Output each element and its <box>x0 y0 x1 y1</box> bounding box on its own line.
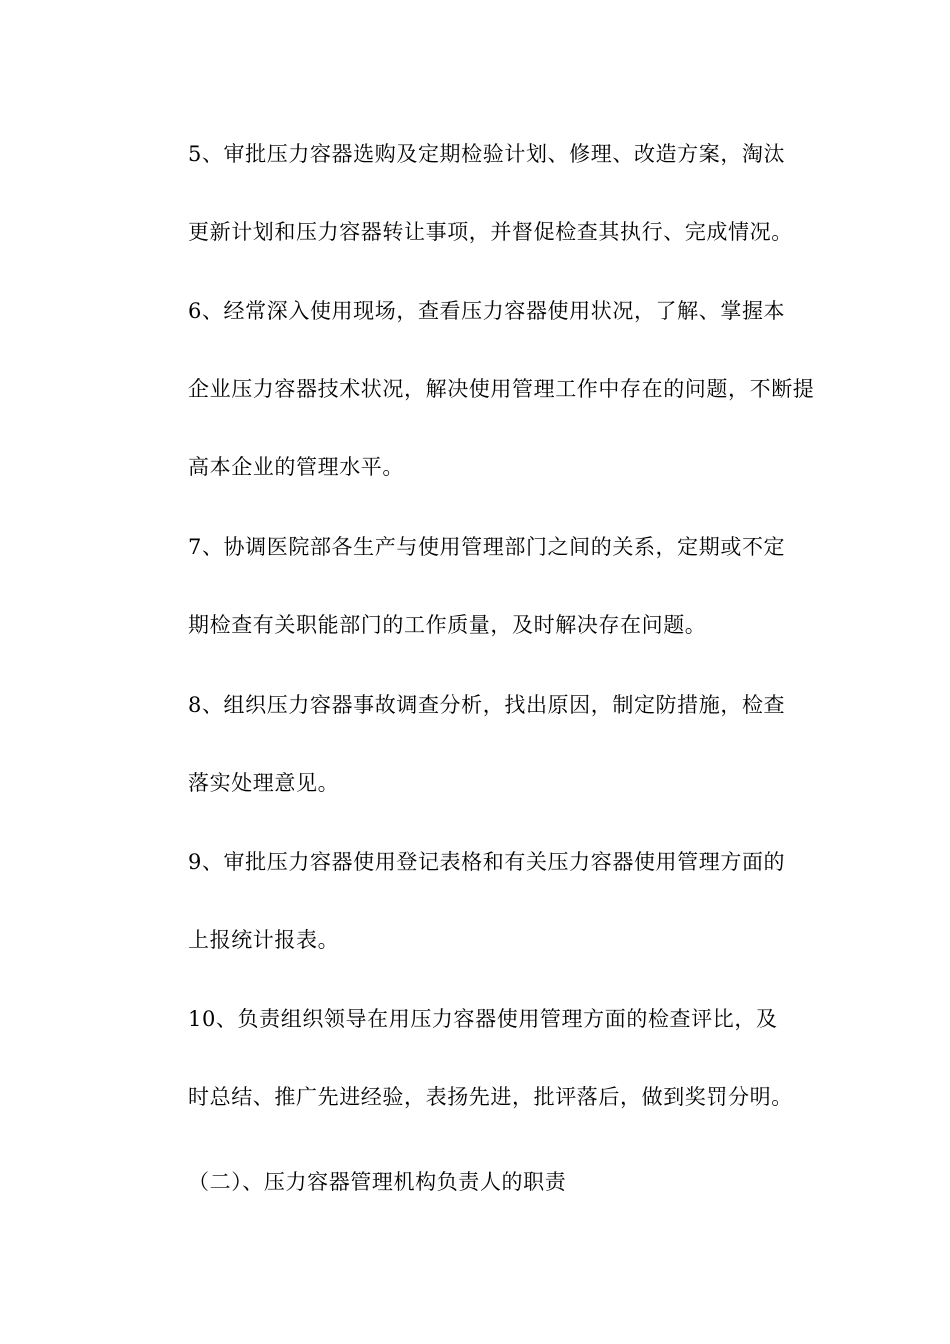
paragraph-item-5 <box>144 115 809 271</box>
text-line: 8、组织压力容器事故调查分析，找出原因，制定防措施，检查 <box>188 693 786 717</box>
text-line: 7、协调医院部各生产与使用管理部门之间的关系，定期或不定 <box>188 535 786 559</box>
paragraph-item-8 <box>144 666 809 822</box>
text-line: 上报统计报表。 <box>188 928 340 952</box>
paragraph-item-10 <box>144 980 809 1136</box>
text-line: 更新计划和压力容器转让事项，并督促检查其执行、完成情况。 <box>188 220 793 244</box>
section-heading: （二）、压力容器管理机构负责人的职责 <box>188 1170 567 1194</box>
paragraph-item-9 <box>144 823 809 979</box>
text-line: 企业压力容器技术状况，解决使用管理工作中存在的问题，不断提 <box>188 377 815 401</box>
text-line: 5、审批压力容器选购及定期检验计划、修理、改造方案，淘汰 <box>188 142 786 166</box>
paragraph-item-7 <box>144 508 809 664</box>
text-line: 9、审批压力容器使用登记表格和有关压力容器使用管理方面的 <box>188 850 786 874</box>
text-line: 时总结、推广先进经验，表扬先进，批评落后，做到奖罚分明。 <box>188 1085 793 1109</box>
text-line: 6、经常深入使用现场，查看压力容器使用状况，了解、掌握本 <box>188 299 786 323</box>
text-line: 期检查有关职能部门的工作质量，及时解决存在问题。 <box>188 613 707 637</box>
paragraph-item-6 <box>144 272 815 506</box>
text-line: 10、负责组织领导在用压力容器使用管理方面的检查评比，及 <box>188 1007 778 1031</box>
text-line: 落实处理意见。 <box>188 771 340 795</box>
text-line: 高本企业的管理水平。 <box>188 455 404 479</box>
